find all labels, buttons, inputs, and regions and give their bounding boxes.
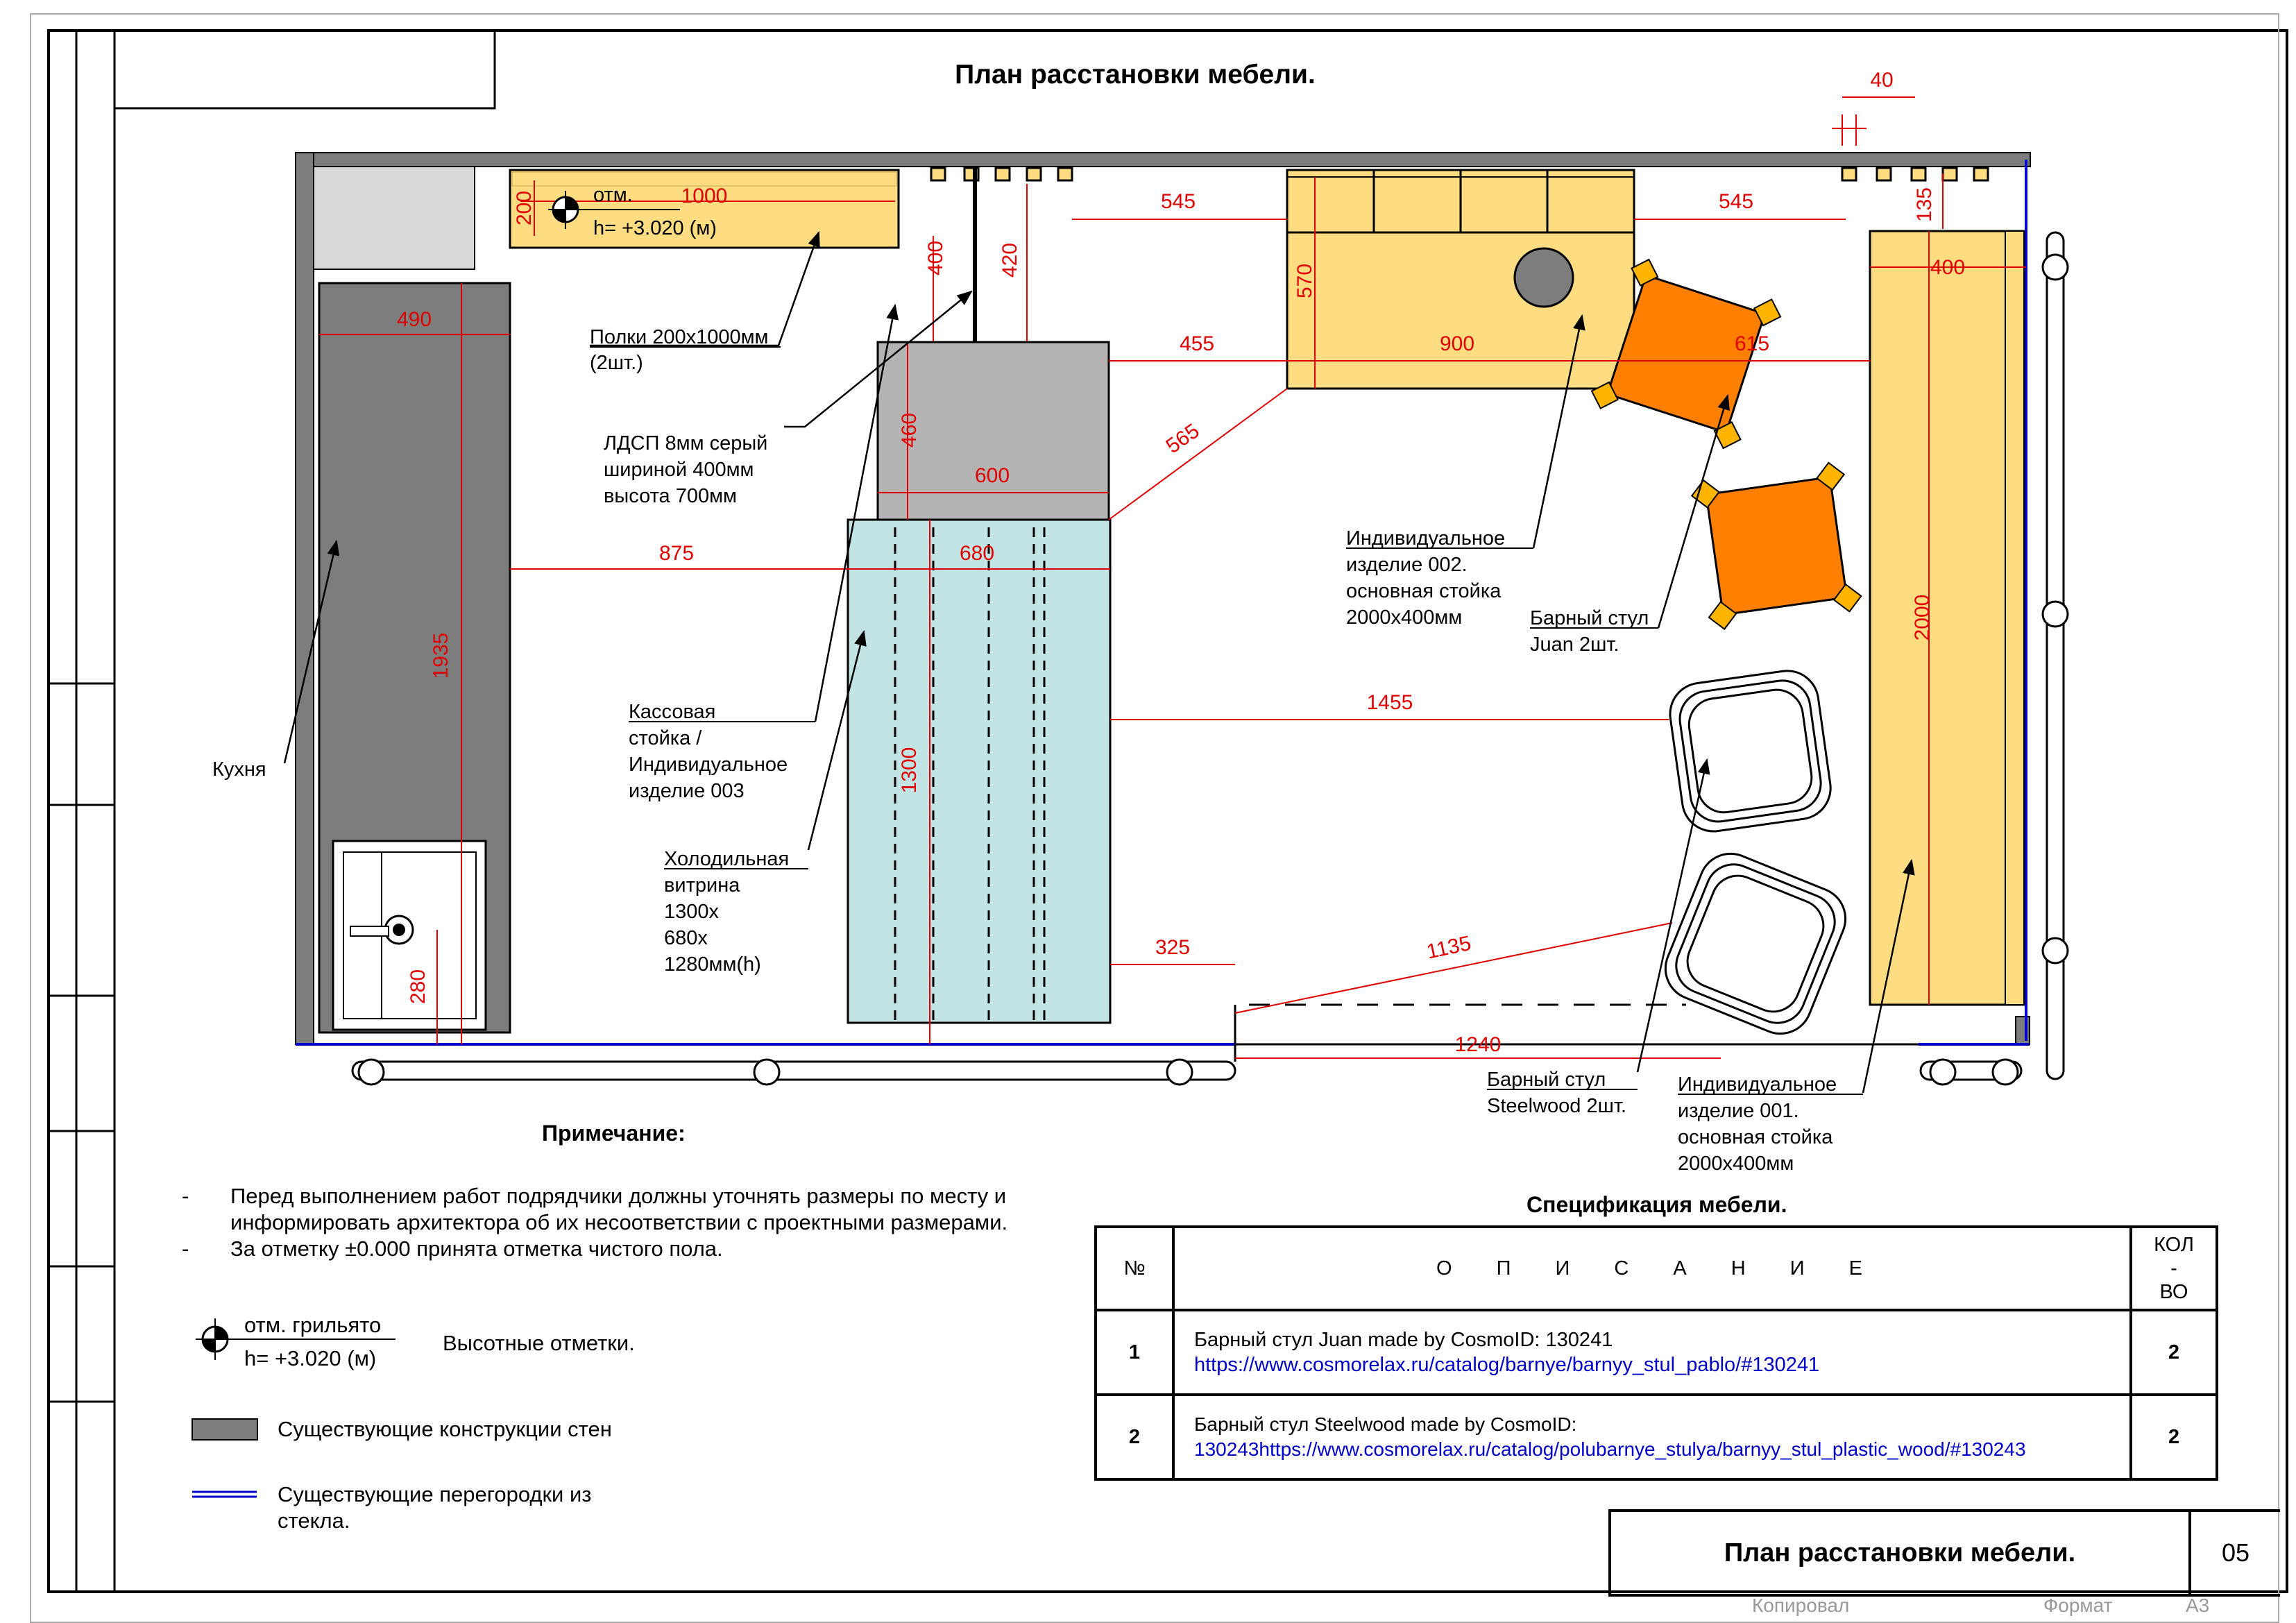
svg-text:высота 700мм: высота 700мм: [604, 485, 737, 507]
svg-text:1300: 1300: [898, 747, 921, 794]
svg-text:стойка /: стойка /: [629, 727, 702, 749]
svg-text:200: 200: [513, 190, 536, 226]
spec-col-desc: О П И С А Н И Е: [1173, 1227, 2131, 1310]
spec-col-num: №: [1096, 1227, 1173, 1310]
svg-text:Steelwood 2шт.: Steelwood 2шт.: [1487, 1095, 1627, 1117]
note-item: - Перед выполнением работ подрядчики должны уточнять размеры по месту и информировать архитектора об их несоответствии с проектными размерами.: [182, 1184, 1008, 1234]
svg-text:Кассовая: Кассовая: [629, 701, 716, 723]
legend-glass-swatch: [192, 1492, 257, 1497]
svg-text:Полки 200х1000мм: Полки 200х1000мм: [590, 326, 769, 348]
item-002-cabinet: [1287, 170, 1634, 389]
svg-text:отм.: отм.: [593, 184, 633, 206]
svg-text:Индивидуальное: Индивидуальное: [1678, 1073, 1837, 1096]
notes-list: [182, 1183, 1084, 1262]
note-item: - За отметку ±0.000 принята отметка чистого пола.: [182, 1237, 723, 1261]
svg-text:545: 545: [1160, 190, 1196, 213]
svg-text:изделие 003: изделие 003: [629, 780, 745, 802]
svg-text:витрина: витрина: [664, 874, 740, 897]
format-value: А3: [2186, 1595, 2210, 1616]
spec-row: 1 Барный стул Juan made by CosmoID: 130241 https://www.cosmorelax.ru/catalog/barnye/barnyy_stul_pablo/#130241 2: [1096, 1310, 2217, 1395]
svg-text:565: 565: [1162, 419, 1204, 459]
svg-text:Индивидуальное: Индивидуальное: [629, 754, 788, 776]
svg-text:Барный стул: Барный стул: [1487, 1069, 1606, 1091]
svg-text:135: 135: [1913, 187, 1936, 223]
spec-link[interactable]: 130243https://www.cosmorelax.ru/catalog/polubarnye_stulya/barnyy_stul_plastic_wood/#130243: [1194, 1438, 2026, 1460]
svg-text:2000х400мм: 2000х400мм: [1678, 1153, 1794, 1175]
svg-text:1455: 1455: [1366, 691, 1413, 714]
svg-text:2000: 2000: [1911, 594, 1934, 641]
steelwood-chair-1: [1666, 667, 1835, 835]
svg-text:460: 460: [898, 412, 921, 448]
svg-text:900: 900: [1439, 332, 1475, 355]
spec-heading: Спецификация мебели.: [1527, 1192, 1787, 1217]
svg-text:400: 400: [1930, 256, 1966, 279]
title-block: [1608, 1509, 2280, 1597]
svg-text:1240: 1240: [1454, 1033, 1502, 1056]
svg-text:600: 600: [974, 464, 1010, 487]
legend-glass-text: Существующие перегородки из стекла.: [278, 1482, 592, 1533]
svg-text:1135: 1135: [1425, 931, 1474, 964]
svg-text:1300х: 1300х: [664, 901, 720, 923]
copied-label: Копировал: [1752, 1595, 1850, 1616]
svg-text:изделие 002.: изделие 002.: [1346, 554, 1468, 576]
svg-text:615: 615: [1734, 332, 1770, 355]
spec-col-qty: КОЛ - ВО: [2131, 1227, 2217, 1310]
svg-text:570: 570: [1293, 263, 1316, 299]
legend-walls-text: Существующие конструкции стен: [278, 1417, 612, 1441]
legend-elev-desc: Высотные отметки.: [443, 1331, 635, 1355]
svg-text:Холодильная: Холодильная: [664, 848, 790, 870]
svg-text:280: 280: [407, 969, 430, 1005]
svg-text:2000х400мм: 2000х400мм: [1346, 606, 1463, 629]
format-label: Формат: [2043, 1595, 2113, 1616]
svg-text:420: 420: [998, 242, 1021, 278]
svg-text:ЛДСП 8мм серый: ЛДСП 8мм серый: [604, 432, 768, 454]
sink-bowl-icon: [1515, 248, 1573, 307]
svg-text:490: 490: [396, 308, 432, 331]
svg-text:875: 875: [658, 542, 695, 565]
svg-text:325: 325: [1155, 936, 1191, 959]
svg-text:h= +3.020 (м): h= +3.020 (м): [593, 217, 717, 239]
svg-text:455: 455: [1179, 332, 1215, 355]
item-001-counter: [1870, 231, 2024, 1005]
svg-text:400: 400: [924, 240, 947, 276]
steelwood-chair-2: [1656, 844, 1855, 1043]
spec-row: 2 Барный стул Steelwood made by CosmoID: 130243https://www.cosmorelax.ru/catalog/polubarnye_stulya/barnyy_stul_plastic_wood/#130243 2: [1096, 1395, 2217, 1479]
svg-text:(2шт.): (2шт.): [590, 352, 643, 374]
legend-elev-label: отм. грильято: [244, 1313, 382, 1337]
fridge-showcase: [848, 520, 1110, 1023]
spec-header-row: [1096, 1227, 2217, 1310]
sheet-number: 05: [2221, 1538, 2250, 1567]
legend-wall-swatch: [192, 1419, 257, 1440]
spec-table: [1094, 1225, 2218, 1481]
light-wall-block: [314, 167, 475, 269]
svg-text:Juan 2шт.: Juan 2шт.: [1530, 634, 1619, 656]
svg-text:1935: 1935: [430, 632, 452, 679]
svg-text:шириной 400мм: шириной 400мм: [604, 459, 754, 481]
svg-text:680х: 680х: [664, 927, 708, 949]
svg-text:Индивидуальное: Индивидуальное: [1346, 527, 1506, 550]
title-block-name: План расстановки мебели.: [1611, 1512, 2191, 1594]
spec-link[interactable]: https://www.cosmorelax.ru/catalog/barnye/barnyy_stul_pablo/#130241: [1194, 1354, 1820, 1376]
svg-text:основная стойка: основная стойка: [1678, 1126, 1833, 1148]
notes-heading: Примечание:: [542, 1121, 686, 1146]
svg-text:40: 40: [1870, 69, 1894, 92]
svg-text:545: 545: [1718, 190, 1754, 213]
kitchen: [319, 283, 510, 1033]
svg-text:Кухня: Кухня: [212, 758, 266, 781]
svg-text:основная стойка: основная стойка: [1346, 580, 1502, 602]
svg-text:1280мм(h): 1280мм(h): [664, 953, 761, 976]
svg-text:1000: 1000: [681, 185, 728, 207]
juan-chair-2: [1690, 461, 1864, 631]
legend-elev-value: h= +3.020 (м): [244, 1346, 377, 1370]
page-title: План расстановки мебели.: [955, 60, 1316, 90]
svg-text:изделие 001.: изделие 001.: [1678, 1100, 1799, 1122]
svg-text:680: 680: [959, 542, 995, 565]
svg-text:Барный стул: Барный стул: [1530, 607, 1649, 629]
